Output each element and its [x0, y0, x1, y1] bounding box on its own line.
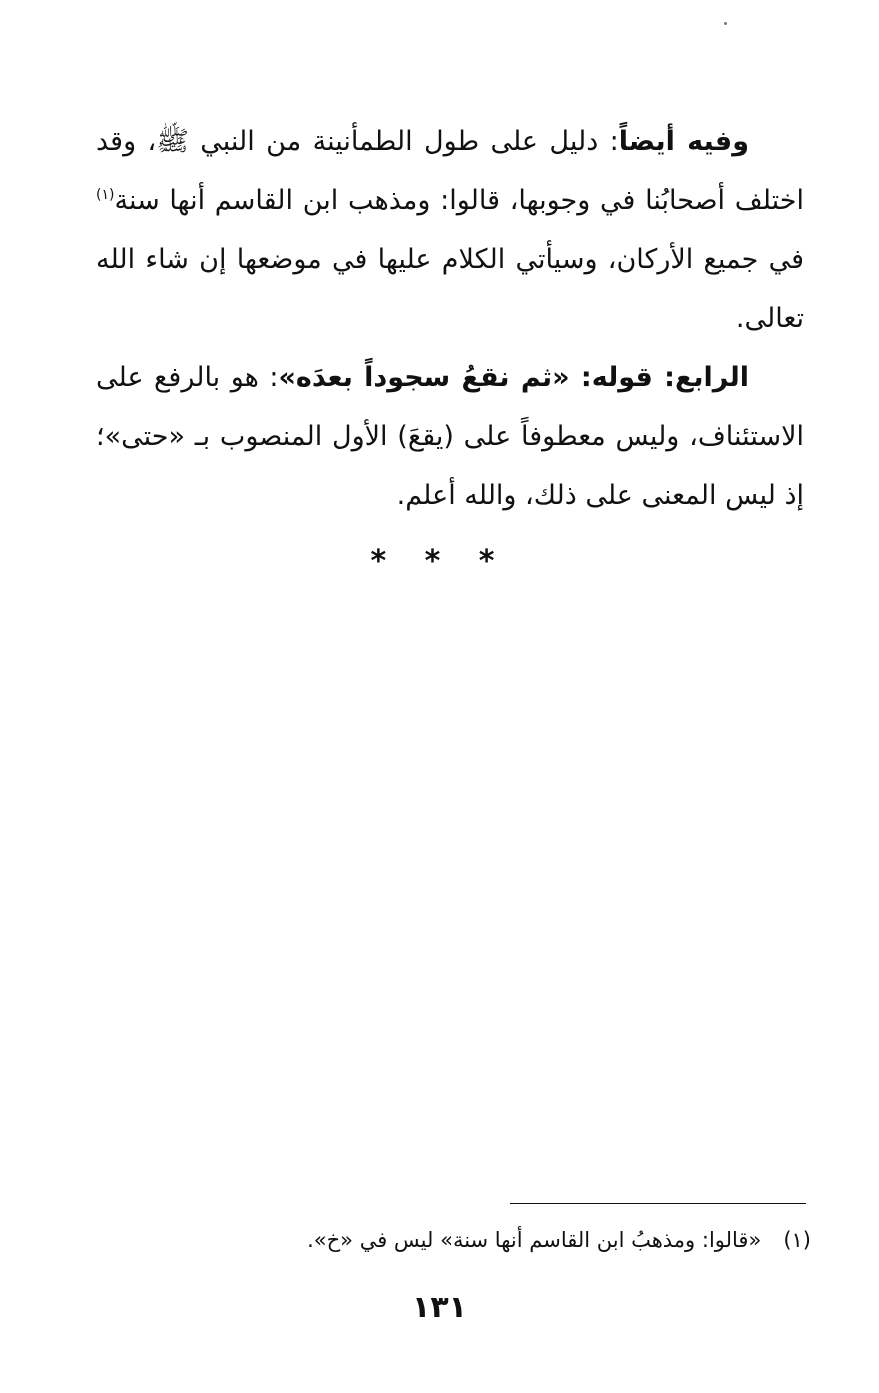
footnote	[91, 1224, 811, 1256]
section-separator: * * *	[370, 544, 509, 579]
paragraph-2	[96, 348, 804, 525]
scan-speck	[724, 22, 727, 25]
paragraph-1-lead: وفيه أيضاً	[618, 126, 749, 157]
footnote-reference: (١)	[96, 187, 115, 203]
footnote-number: (١)	[783, 1228, 811, 1252]
footnote-text: «قالوا: ومذهبُ ابن القاسم أنها سنة» ليس في «خ».	[307, 1228, 762, 1252]
footnote-divider	[510, 1203, 806, 1204]
page-number: ١٣١	[412, 1290, 467, 1325]
paragraph-1-text-after: في جميع الأركان، وسيأتي الكلام عليها في موضعها إن شاء الله تعالى.	[96, 244, 804, 334]
main-text	[96, 112, 804, 525]
paragraph-2-lead: الرابع: قوله: «ثم نقعُ سجوداً بعدَه»	[278, 362, 749, 393]
paragraph-2-text: : هو بالرفع على الاستئناف، وليس معطوفاً على (يقعَ) الأول المنصوب بـ «حتى»؛ إذ ليس المعنى على ذلك، والله أعلم.	[96, 362, 804, 511]
paragraph-1	[96, 112, 804, 348]
paragraph-1-text: : دليل على طول الطمأنينة من النبي ﷺ، وقد اختلف أصحابُنا في وجوبها، قالوا: ومذهب ابن القاسم أنها سنة	[96, 126, 804, 216]
